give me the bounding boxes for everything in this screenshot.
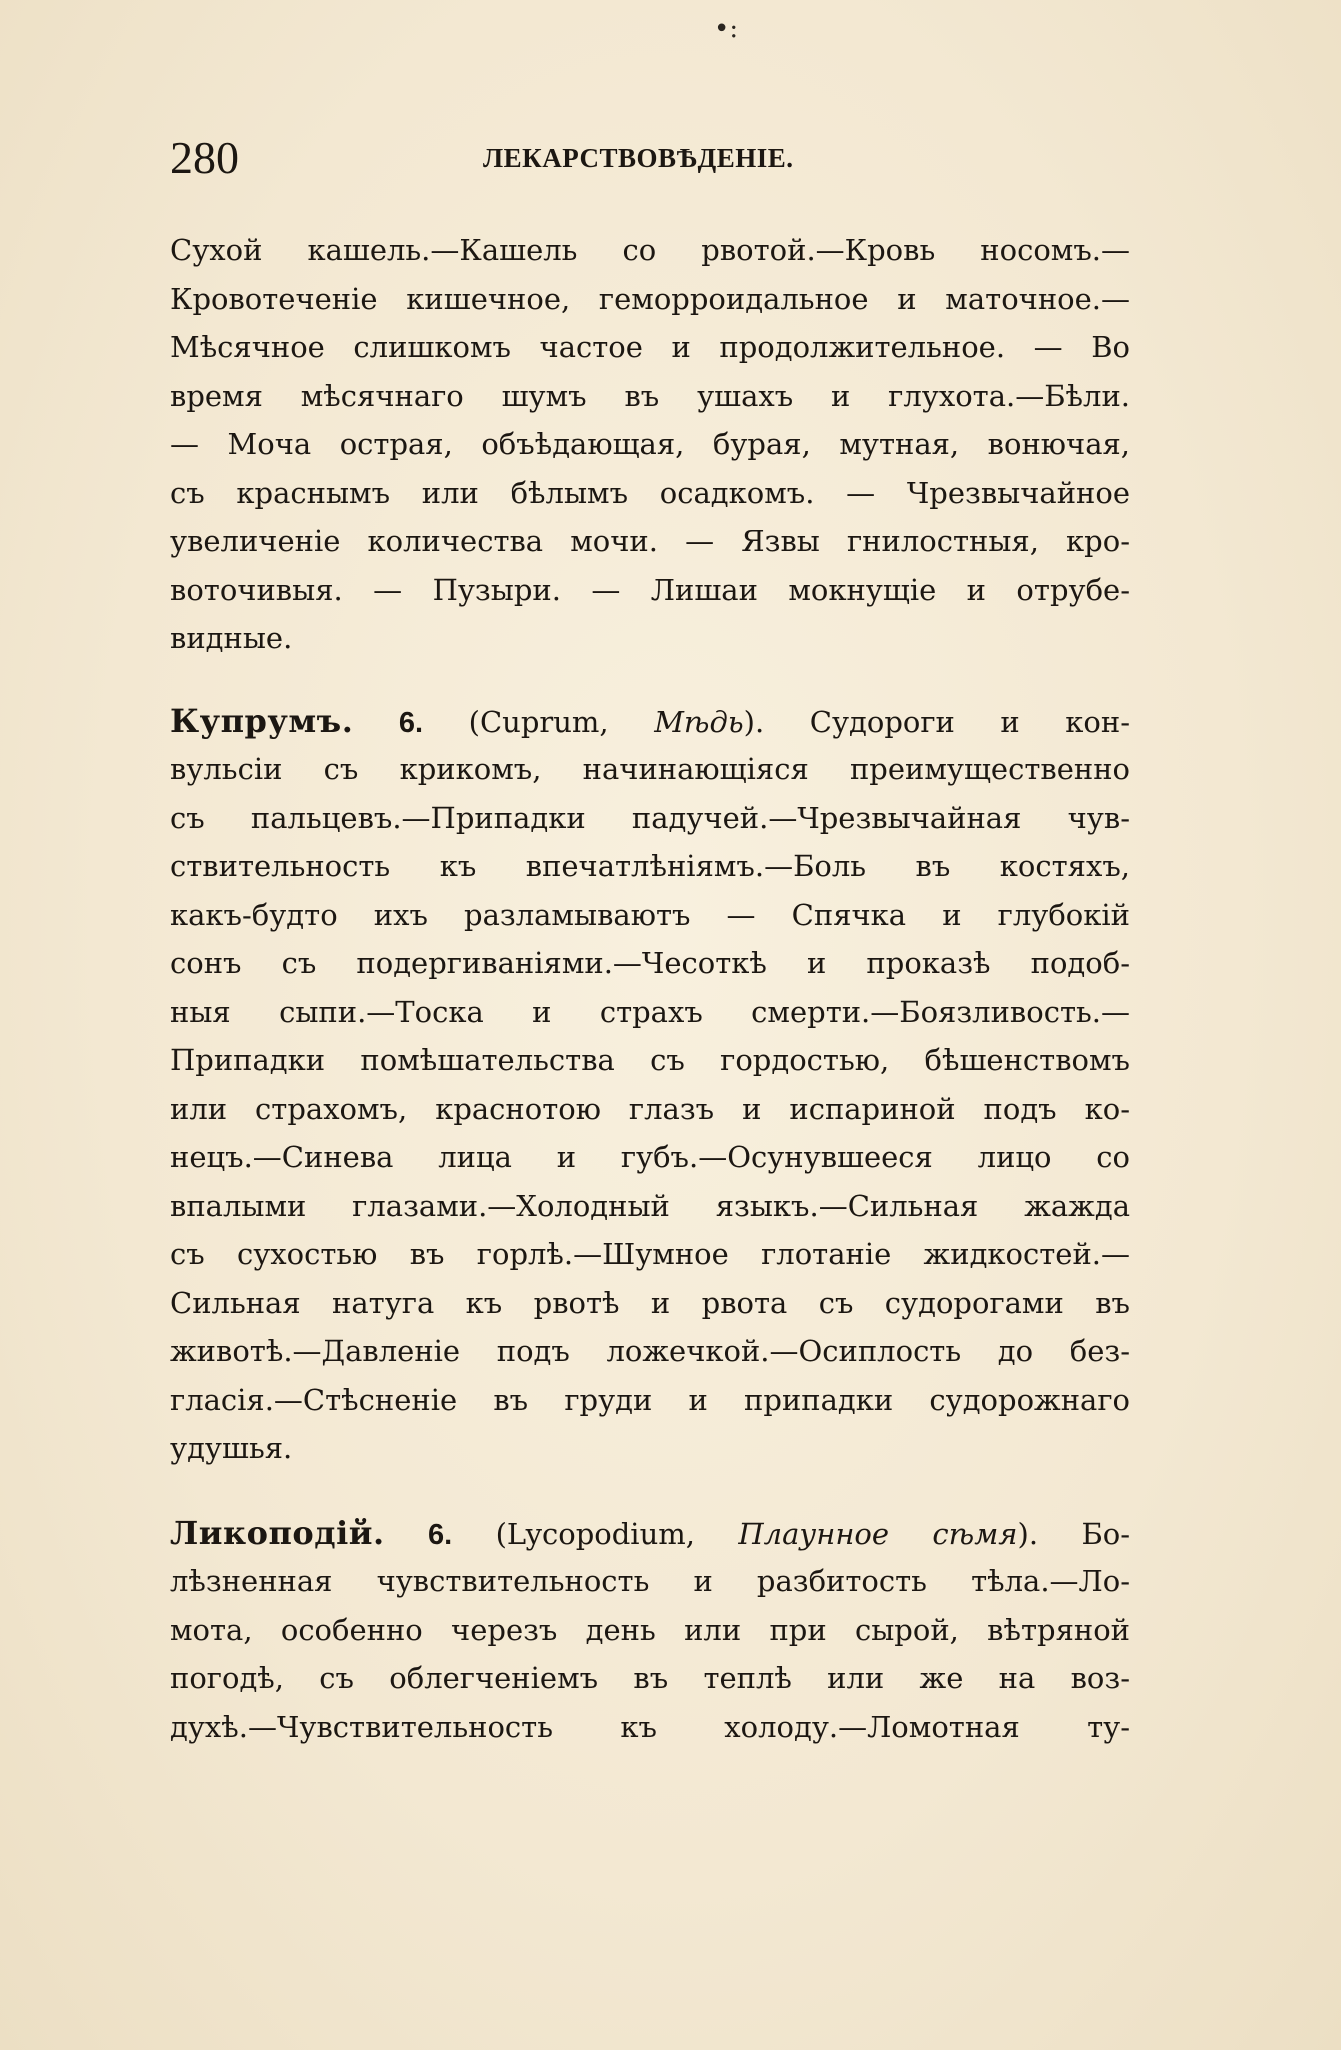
text-line: Мѣсячное слишкомъ частое и продолжительное. — Во (170, 330, 1130, 364)
entry-first-line-text: Судороги и кон- (764, 704, 1130, 739)
text-line: — Моча острая, объѣдающая, бурая, мутная, вонючая, (170, 427, 1130, 461)
printer-mark: •: (714, 14, 739, 44)
entry-first-line (170, 1509, 1130, 1558)
entry-potency: 6. (398, 706, 424, 739)
entry-russian-name: Мѣдь (654, 704, 744, 739)
entry-potency: 6. (428, 1518, 453, 1551)
text-line: Сильная натуга къ рвотѣ и рвота съ судорогами въ (170, 1285, 1130, 1320)
entry-russian-name: Плаунное сѣмя (738, 1516, 1018, 1551)
text-line: вульсіи съ крикомъ, начинающіяся преимущественно (170, 752, 1130, 786)
text-line: съ сухостью въ горлѣ.—Шумное глотаніе жидкостей.— (170, 1237, 1130, 1271)
text-line: съ пальцевъ.—Припадки падучей.—Чрезвычайная чув- (170, 800, 1130, 835)
text-line: гласія.—Стѣсненіе въ груди и припадки судорожнаго (170, 1382, 1130, 1417)
page-number: 280 (170, 132, 239, 183)
text-line: увеличеніе количества мочи. — Язвы гнилостныя, кро- (170, 524, 1130, 558)
text-line: удушья. (170, 1431, 293, 1465)
entry-first-line-text: Бо- (1038, 1516, 1131, 1551)
entry-first-line (170, 697, 1130, 746)
running-title: ЛЕКАРСТВОВѢДЕНІЕ. (483, 143, 794, 173)
text-line: животѣ.—Давленіе подъ ложечкой.—Осиплость до без- (170, 1334, 1130, 1368)
text-line: нецъ.—Синева лица и губъ.—Осунувшееся лицо со (170, 1140, 1130, 1174)
entry-latin: (Cuprum, (468, 704, 655, 739)
body-text (170, 226, 1130, 1751)
text-line: какъ-будто ихъ разламываютъ — Спячка и глубокій (170, 897, 1130, 932)
entry-cuprum (170, 697, 1130, 1473)
text-line: или страхомъ, краснотою глазъ и испариной подъ ко- (170, 1091, 1130, 1126)
text-line: Припадки помѣшательства съ гордостью, бѣшенствомъ (170, 1043, 1130, 1077)
entry-gloss-close: ). (743, 704, 765, 739)
entry-gloss-close: ). (1017, 1516, 1039, 1551)
text-line: ствительность къ впечатлѣніямъ.—Боль въ костяхъ, (170, 849, 1130, 883)
running-head (170, 128, 1130, 188)
text-line: лѣзненная чувствительность и разбитость тѣла.—Ло- (170, 1564, 1130, 1598)
text-line: сонъ съ подергиваніями.—Чесоткѣ и проказѣ подоб- (170, 946, 1130, 980)
text-line: съ краснымъ или бѣлымъ осадкомъ. — Чрезвычайное (170, 475, 1130, 510)
text-line: время мѣсячнаго шумъ въ ушахъ и глухота.—Бѣли. (170, 378, 1130, 413)
entry-lycopodium (170, 1509, 1130, 1752)
paragraph-continuation (170, 226, 1130, 663)
text-line: ныя сыпи.—Тоска и страхъ смерти.—Боязливость.— (170, 994, 1130, 1029)
text-line: погодѣ, съ облегченіемъ въ теплѣ или же на воз- (170, 1661, 1130, 1695)
entry-heading: Ликоподій. (170, 1513, 385, 1552)
entry-heading: Купрумъ. (170, 701, 354, 740)
entry-latin: (Lycopodium, (495, 1516, 739, 1551)
text-line: Кровотеченіе кишечное, геморроидальное и маточное.— (170, 281, 1130, 316)
text-line: духѣ.—Чувствительность къ холоду.—Ломотная ту- (170, 1709, 1130, 1744)
text-line: воточивыя. — Пузыри. — Лишаи мокнущіе и отрубе- (170, 572, 1130, 607)
text-line: впалыми глазами.—Холодный языкъ.—Сильная жажда (170, 1188, 1130, 1223)
text-line: мота, особенно черезъ день или при сырой, вѣтряной (170, 1612, 1130, 1647)
text-line: видные. (170, 621, 293, 655)
text-line: Сухой кашель.—Кашель со рвотой.—Кровь носомъ.— (170, 233, 1130, 267)
